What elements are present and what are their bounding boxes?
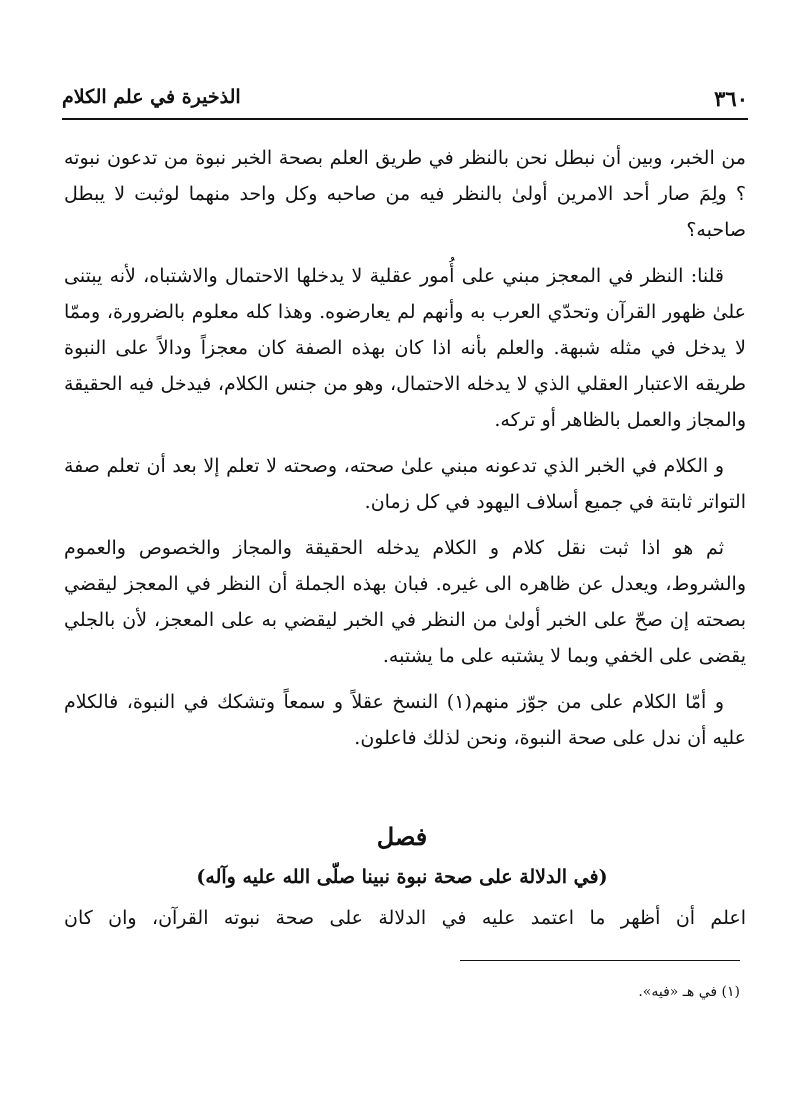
paragraph-1: من الخبر، وبين أن نبطل نحن بالنظر في طريق العلم بصحة الخبر نبوة من تدعون نبوته ؟ ولِمَ صار أحد الامرين أولىٰ بالنظر فيه من صاحبه وكل واحد منهما لوثبت لا يبطل صاحبه؟ (64, 147, 746, 241)
section-title: فصل (376, 822, 428, 851)
paragraph-2: قلنا: النظر في المعجز مبني على أُمور عقلية لا يدخلها الاحتمال والاشتباه، لأنه يبتنى علىٰ ظهور القرآن وتحدّي العرب به وأنهم لم يعارضوه. وهذا كله معلوم بالضرورة، وممّا لا يدخل في مثله شبهة. والعلم بأنه اذا كان بهذه الصفة كان معجزاً ودالاً على النبوة طريقه الاعتبار العقلي الذي لا يدخله الاحتمال، وهو من جنس الكلام، فيدخل فيه الحقيقة والمجاز والعمل بالظاهر أو تركه. (64, 265, 746, 431)
footnote: (١) في هـ «فيه». (638, 984, 740, 1000)
page-number: ٣٦٠ (714, 86, 748, 111)
running-title: الذخيرة في علم الكلام (62, 86, 241, 108)
page-header (62, 82, 748, 120)
paragraph-5: و أمّا الكلام على من جوّز منهم(١) النسخ عقلاً و سمعاً وتشكك في النبوة، فالكلام عليه أن ندل على صحة النبوة، ونحن لذلك فاعلون. (64, 691, 746, 749)
paragraph-3: و الكلام في الخبر الذي تدعونه مبني علىٰ صحته، وصحته لا تعلم إلا بعد أن تعلم صفة التواتر ثابتة في جميع أسلاف اليهود في كل زمان. (64, 455, 746, 513)
main-text (64, 140, 746, 766)
paragraph-4: ثم هو اذا ثبت نقل كلام و الكلام يدخله الحقيقة والمجاز والخصوص والعموم والشروط، ويعدل عن ظاهره الى غيره. فبان بهذه الجملة أن النظر في المعجز ليقضي بصحته إن صحّ على الخبر أولىٰ من النظر في الخبر ليقضي به على المعجز، لأن بالجلي يقضى على الخفي وبما لا يشتبه على ما يشتبه. (64, 537, 746, 667)
section-first-line: اعلم أن أظهر ما اعتمد عليه في الدلالة على صحة نبوته القرآن، وان كان (64, 907, 746, 929)
section-subtitle: (في الدلالة على صحة نبوة نبينا صلّى الله عليه وآله) (196, 866, 608, 888)
footnote-divider (460, 960, 740, 961)
